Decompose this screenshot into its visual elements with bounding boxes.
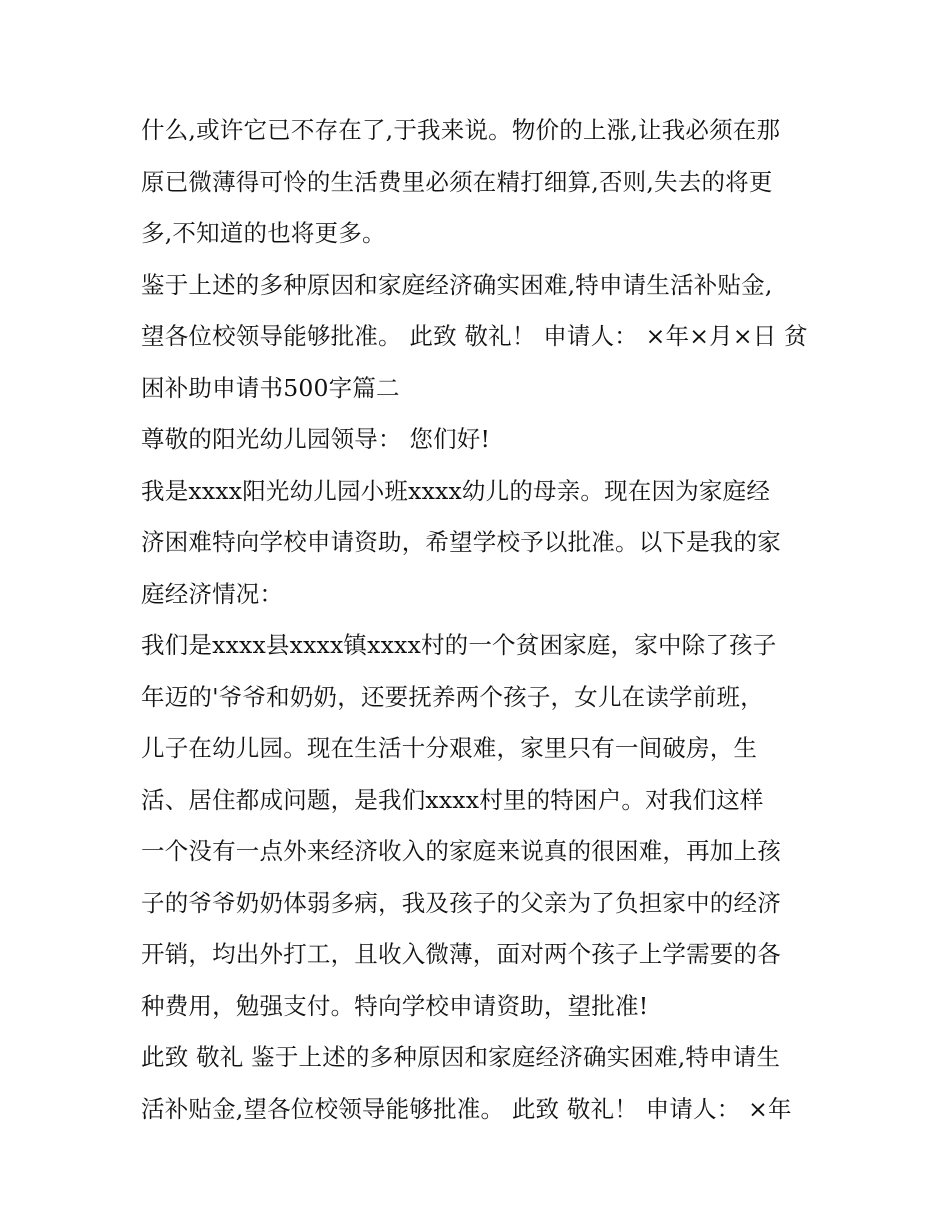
text-line: 庭经济情况： [141, 579, 284, 608]
text-line: 我是xxxx阳光幼儿园小班xxxx幼儿的母亲。现在因为家庭经 [141, 476, 771, 505]
text-line: 鉴于上述的多种原因和家庭经济确实困难,特申请生活补贴金, [141, 270, 773, 299]
text-line: 种费用，勉强支付。特向学校申请资助，望批准! [141, 991, 649, 1020]
text-line: 儿子在幼儿园。现在生活十分艰难，家里只有一间破房，生 [141, 734, 758, 762]
text-line: 什么,或许它已不存在了,于我来说。物价的上涨,让我必须在那 [141, 116, 781, 144]
salutation: 尊敬的阳光幼儿园领导： 您们好! [141, 425, 491, 453]
text-line: 开销，均出外打工，且收入微薄，面对两个孩子上学需要的各 [141, 940, 781, 968]
text-line: 我们是xxxx县xxxx镇xxxx村的一个贫困家庭，家中除了孩子 [141, 631, 777, 659]
text-line: 子的爷爷奶奶体弱多病，我及孩子的父亲为了负担家中的经济 [141, 888, 781, 917]
text-line: 原已微薄得可怜的生活费里必须在精打细算,否则,失去的将更 [141, 167, 773, 196]
document-body [141, 105, 821, 1135]
text-line: 济困难特向学校申请资助，希望学校予以批准。以下是我的家 [141, 528, 781, 556]
text-line: 一个没有一点外来经济收入的家庭来说真的很困难，再加上孩 [141, 837, 781, 865]
text-line: 望各位校领导能够批准。 此致 敬礼！ 申请人： ×年×月×日 贫 [141, 322, 808, 350]
section-heading: 困补助申请书500字篇二 [141, 373, 400, 402]
text-line: 此致 敬礼 鉴于上述的多种原因和家庭经济确实困难,特申请生 [141, 1043, 781, 1071]
text-line: 多,不知道的也将更多。 [141, 219, 386, 247]
text-line: 年迈的'爷爷和奶奶，还要抚养两个孩子，女儿在读学前班， [141, 682, 764, 711]
text-line: 活、居住都成问题，是我们xxxx村里的特困户。对我们这样 [141, 785, 764, 814]
text-line: 活补贴金,望各位校领导能够批准。 此致 敬礼！ 申请人： ×年 [141, 1094, 792, 1123]
